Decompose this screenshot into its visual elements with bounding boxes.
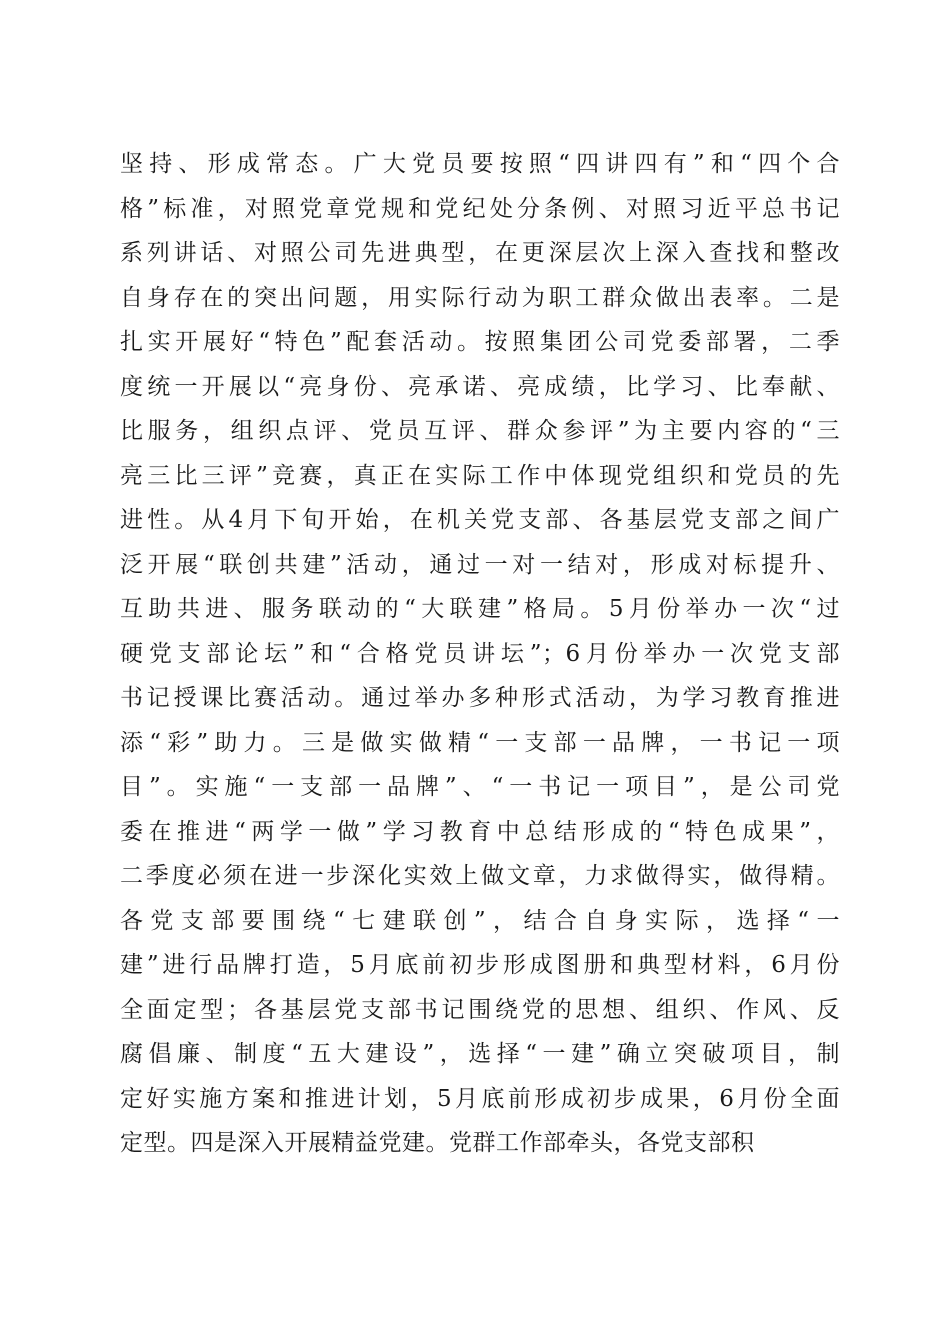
text-line: 全面定型；各基层党支部书记围绕党的思想、组织、作风、反 <box>120 996 840 1023</box>
text-line: 比服务，组织点评、党员互评、群众参评”为主要内容的“三 <box>120 418 840 444</box>
text-line: 各党支部要围绕“七建联创”，结合自身实际，选择“一 <box>120 907 840 934</box>
text-line: 度统一开展以“亮身份、亮承诺、亮成绩，比学习、比奉献、 <box>120 373 840 400</box>
text-line: 二季度必须在进一步深化实效上做文章，力求做得实，做得精。 <box>120 863 840 889</box>
text-line: 添“彩”助力。三是做实做精“一支部一品牌，一书记一项 <box>120 729 840 756</box>
text-line: 扎实开展好“特色”配套活动。按照集团公司党委部署，二季 <box>120 329 840 355</box>
text-line: 泛开展“联创共建”活动，通过一对一结对，形成对标提升、 <box>120 551 840 578</box>
text-line: 亮三比三评”竞赛，真正在实际工作中体现党组织和党员的先 <box>120 462 840 489</box>
text-line: 系列讲话、对照公司先进典型，在更深层次上深入查找和整改 <box>120 240 840 266</box>
text-line: 建”进行品牌打造，5月底前初步形成图册和典型材料，6月份 <box>120 952 840 978</box>
text-line: 互助共进、服务联动的“大联建”格局。5月份举办一次“过 <box>120 596 840 622</box>
text-line: 坚持、形成常态。广大党员要按照“四讲四有”和“四个合 <box>120 151 840 177</box>
text-line: 委在推进“两学一做”学习教育中总结形成的“特色成果”， <box>120 818 840 845</box>
text-line: 目”。实施“一支部一品牌”、“一书记一项目”，是公司党 <box>120 774 840 800</box>
text-line: 腐倡廉、制度“五大建设”，选择“一建”确立突破项目，制 <box>120 1041 840 1067</box>
text-line: 自身存在的突出问题，用实际行动为职工群众做出表率。二是 <box>120 284 840 311</box>
text-line: 书记授课比赛活动。通过举办多种形式活动，为学习教育推进 <box>120 685 840 711</box>
text-line: 格”标准，对照党章党规和党纪处分条例、对照习近平总书记 <box>120 195 840 222</box>
text-line: 定好实施方案和推进计划，5月底前形成初步成果，6月份全面 <box>120 1085 840 1112</box>
text-line: 进性。从4月下旬开始，在机关党支部、各基层党支部之间广 <box>120 507 840 533</box>
text-line: 硬党支部论坛”和“合格党员讲坛”；6月份举办一次党支部 <box>120 640 840 667</box>
body-paragraph <box>120 142 840 1166</box>
text-line: 定型。四是深入开展精益党建。党群工作部牵头，各党支部积 <box>120 1130 755 1156</box>
